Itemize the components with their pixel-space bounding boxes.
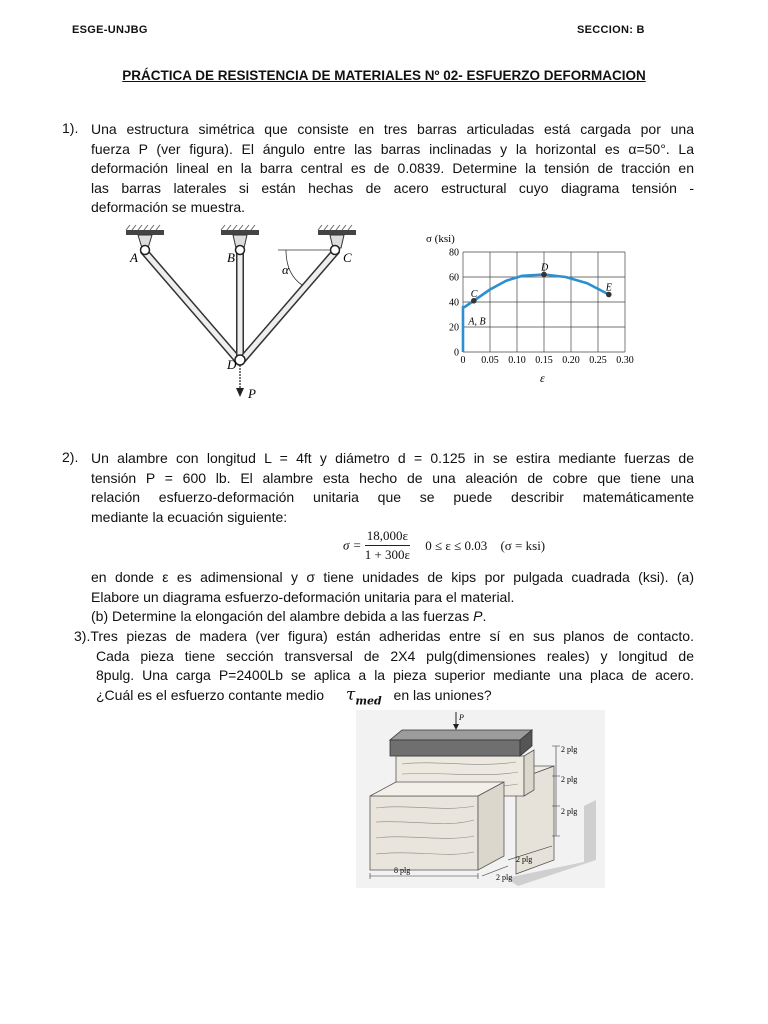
- figure3-dim-2: 2 plg: [561, 775, 578, 784]
- chart-y-tick-label: 60: [449, 272, 459, 284]
- chart-point-label: C: [470, 288, 478, 300]
- problem2-number: 2).: [62, 449, 79, 465]
- chart-x-tick-label: 0.25: [589, 355, 607, 366]
- steel-plate: [390, 730, 532, 756]
- chart-x-tick-label: 0: [460, 355, 466, 366]
- problem3-body: [96, 647, 694, 711]
- chart-y-tick-label: 40: [449, 297, 459, 309]
- problem1-number: 1).: [62, 120, 79, 136]
- label-b: B: [227, 250, 235, 265]
- problem3-last-line-start: ¿Cuál es el esfuerzo contante medio: [96, 686, 328, 703]
- pin-b: [236, 246, 245, 255]
- label-alpha: α: [282, 262, 289, 277]
- problem2-part-b-end: .: [482, 608, 487, 625]
- chart-point-label: E: [605, 282, 612, 294]
- pin-c: [331, 246, 340, 255]
- problem2-part-b: [91, 607, 694, 627]
- equation-denominator: 1 + 300ε: [364, 547, 410, 562]
- load-arrowhead: [236, 388, 244, 397]
- label-c: C: [343, 250, 352, 265]
- problem2-line: Un alambre con longitud L = 4ft y diámetro d = 0.125 in se estira mediante fuerzas de: [91, 450, 694, 466]
- problem3-line: Cada pieza tiene sección transversal de 2X4 pulg(dimensiones reales) y longitud de: [96, 647, 694, 664]
- label-p: P: [248, 386, 256, 401]
- header-right: SECCION: B: [577, 24, 645, 36]
- support-b: [221, 225, 259, 248]
- tau-symbol: [345, 684, 382, 708]
- header-left: ESGE-UNJBG: [72, 24, 148, 36]
- problem2-after-line: Elabore un diagrama esfuerzo-deformación unitaria para el material.: [91, 588, 515, 605]
- truss-figure: [110, 222, 380, 404]
- chart-x-tick-label: 0.20: [562, 355, 580, 366]
- chart-annotation-ab: A, B: [468, 316, 486, 328]
- stress-strain-equation: [343, 528, 545, 563]
- stress-strain-chart: [418, 226, 650, 392]
- problem1-line: Una estructura simétrica que consiste en tres barras articuladas está cargada por una: [91, 121, 694, 137]
- chart-y-tick-label: 80: [449, 247, 459, 259]
- left-block: [370, 782, 504, 870]
- problem3-line: 8pulg. Una carga P=2400Lb se aplica a la pieza superior mediante una placa de acero.: [96, 667, 694, 684]
- support-c: [318, 225, 356, 248]
- problem1-line: fuerza P (ver figura). El ángulo entre las barras inclinadas y la horizontal es α=50°. La: [91, 140, 694, 157]
- problem2-part-b-text: (b) Determine la elongación del alambre debida a las fuerzas: [91, 608, 474, 625]
- chart-series-line: [463, 275, 609, 353]
- chart-point-label: D: [541, 262, 549, 274]
- chart-x-tick-label: 0.15: [535, 355, 553, 366]
- support-a: [126, 225, 164, 248]
- problem2-text: [91, 449, 694, 527]
- tau-subscript: med: [355, 694, 382, 708]
- pin-d: [235, 355, 245, 365]
- problem2-part-b-var: P: [473, 608, 483, 625]
- chart-x-tick-label: 0.10: [508, 355, 526, 366]
- problem1-line: deformación se muestra.: [91, 199, 246, 216]
- equation-fraction: [365, 528, 410, 563]
- problem3-first-line: 3).Tres piezas de madera (ver figura) están adheridas entre sí en sus planos de contacto.: [74, 628, 694, 644]
- problem2-line: tensión P = 600 lb. El alambre esta hecho de una aleación de cobre que tiene una: [91, 469, 694, 486]
- chart-xlabel: ε: [540, 371, 545, 385]
- problem2-after-line: en donde ε es adimensional y σ tiene unidades de kips por pulgada cuadrada (ksi). (a): [91, 569, 694, 585]
- problem1-text: [91, 120, 694, 218]
- chart-ylabel: σ (ksi): [426, 233, 455, 245]
- figure3-dim-3: 2 plg: [561, 807, 578, 816]
- bar-ad: [143, 250, 238, 360]
- chart-y-tick-label: 20: [449, 322, 459, 334]
- equation-numerator: 18,000ε: [365, 528, 410, 546]
- figure3-dim-length: 8 plg: [394, 866, 411, 875]
- equation-range: 0 ≤ ε ≤ 0.03: [425, 537, 488, 553]
- chart-y-tick-label: 0: [454, 347, 459, 359]
- label-a: A: [130, 250, 138, 265]
- problem3-last-line-end: en las uniones?: [389, 686, 492, 703]
- problem2-continuation: [91, 568, 694, 627]
- figure3-dim-1: 2 plg: [561, 745, 578, 754]
- label-d: D: [227, 357, 237, 372]
- chart-x-tick-label: 0.30: [616, 355, 634, 366]
- problem2-line: relación esfuerzo-deformación unitaria que se puede describir matemáticamente: [91, 489, 694, 506]
- pin-a: [141, 246, 150, 255]
- chart-x-tick-label: 0.05: [481, 355, 499, 366]
- problem2-line: mediante la ecuación siguiente:: [91, 508, 288, 525]
- problem3-last-line: [96, 686, 694, 711]
- wood-blocks-figure: [356, 710, 605, 888]
- equation-units: (σ = ksi): [500, 537, 546, 553]
- problem1-line: deformación lineal en la barra central es de 0.0839. Determine la tensión de tracción en: [91, 160, 694, 177]
- tau-letter: τ: [345, 684, 356, 705]
- bar-cd: [242, 250, 337, 360]
- problem3-text: [74, 627, 694, 647]
- problem1-line: las barras laterales si están hechas de acero estructural cuyo diagrama tensión -: [91, 179, 694, 196]
- figure3-dim-5: 2 plg: [496, 873, 513, 882]
- page-title: PRÁCTICA DE RESISTENCIA DE MATERIALES Nº 02- ESFUERZO DEFORMACION: [122, 68, 646, 83]
- figure3-dim-4: 2 plg: [516, 855, 533, 864]
- figure3-label-p: P: [459, 713, 464, 722]
- equation-lhs: σ =: [343, 537, 362, 553]
